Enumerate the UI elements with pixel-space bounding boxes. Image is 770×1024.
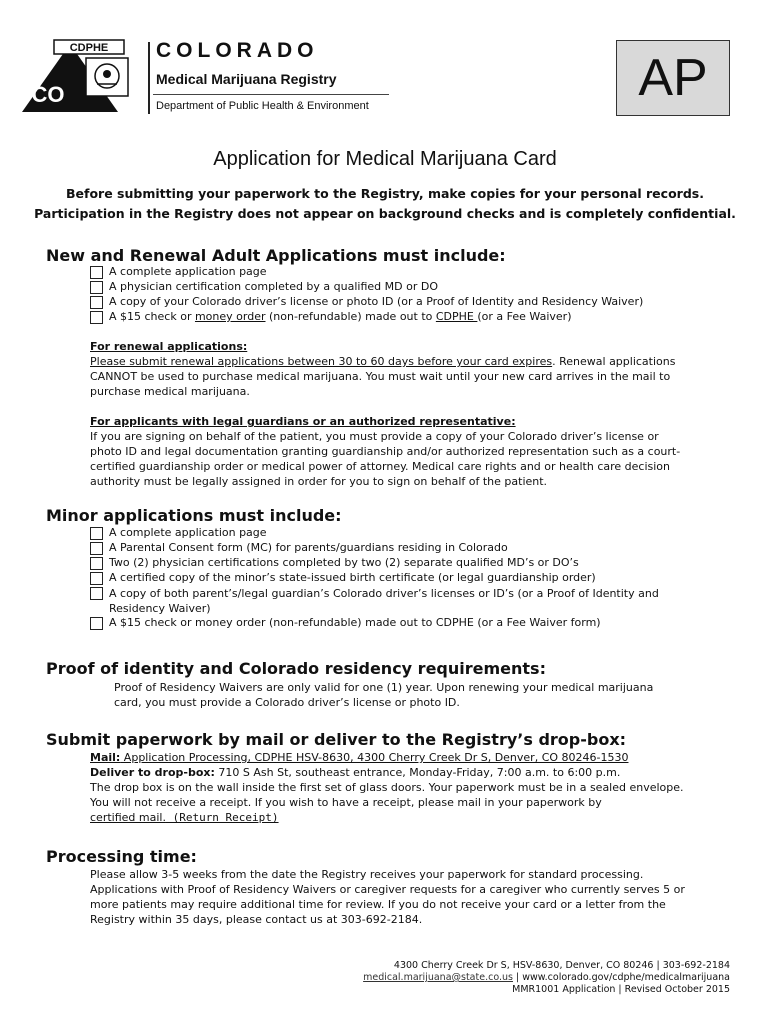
program-name: Medical Marijuana Registry [156, 71, 337, 87]
intro-line-1: Before submitting your paperwork to the Registry, make copies for your personal records. [66, 186, 704, 201]
minor-item: A complete application page [90, 526, 267, 540]
logo-abbrev: CDPHE [69, 42, 109, 54]
residency-heading: Proof of identity and Colorado residency requirements: [46, 659, 546, 678]
footer-contact: medical.marijuana@state.co.us | www.colorado.gov/cdphe/medicalmarijuana [363, 972, 730, 983]
form-code-box [616, 40, 730, 116]
minor-item: A certified copy of the minor’s state-issued birth certificate (or legal guardianship order) [90, 571, 596, 585]
department-name: Department of Public Health & Environment [156, 100, 369, 112]
adult-heading: New and Renewal Adult Applications must include: [46, 246, 506, 265]
email-link[interactable]: medical.marijuana@state.co.us [363, 972, 513, 983]
adult-item: A physician certification completed by a qualified MD or DO [90, 280, 438, 294]
dropbox-line: Deliver to drop-box: 710 S Ash St, southeast entrance, Monday-Friday, 7:00 a.m. to 6:00 p.m. [90, 766, 621, 779]
minor-heading: Minor applications must include: [46, 506, 342, 525]
renewal-heading: For renewal applications: [90, 340, 248, 353]
minor-item: A Parental Consent form (MC) for parents/guardians residing in Colorado [90, 541, 508, 555]
checkbox[interactable] [90, 266, 103, 279]
minor-item: A $15 check or money order (non-refundable) made out to CDPHE (or a Fee Waiver form) [90, 616, 601, 630]
residency-text: Proof of Residency Waivers are only valid for one (1) year. Upon renewing your medical marijuana card, you must provide a Colorado driver’s license or photo ID. [114, 681, 654, 709]
checkbox[interactable] [90, 527, 103, 540]
guardian-text: If you are signing on behalf of the patient, you must provide a copy of your Colorado driver’s license or photo ID and legal documentation granting guardianship and/or authorized representation such as a court-certified guardianship order or medical power of attorney. Medical care rights and or health care decision authority must be legally assigned in order for you to sign on behalf of the patient. [90, 430, 681, 488]
footer-revision: MMR1001 Application | Revised October 2015 [512, 984, 730, 995]
adult-item: A $15 check or money order (non-refundable) made out to CDPHE (or a Fee Waiver) [90, 310, 572, 324]
guardian-heading: For applicants with legal guardians or an authorized representative: [90, 415, 516, 428]
form-code: AP [638, 49, 708, 107]
checkbox[interactable] [90, 557, 103, 570]
checkbox[interactable] [90, 572, 103, 585]
checkbox[interactable] [90, 542, 103, 555]
state-name: COLORADO [156, 39, 319, 62]
logo-state: CO [31, 82, 65, 107]
adult-item: A copy of your Colorado driver’s license or photo ID (or a Proof of Identity and Residency Waiver) [90, 295, 643, 309]
intro-line-2: Participation in the Registry does not appear on background checks and is completely confidential. [34, 206, 736, 221]
processing-text: Please allow 3-5 weeks from the date the Registry receives your paperwork for standard processing. Applications with Proof of Residency Waivers or caregiver requests for a caregiver who currently serves 5 or more patients may require additional time for review. If you do not receive your card or a letter from the Registry within 35 days, please contact us at 303-692-2184. [90, 868, 685, 926]
checkbox[interactable] [90, 296, 103, 309]
cdphe-logo [18, 38, 140, 118]
checkbox[interactable] [90, 587, 103, 600]
dropbox-note: The drop box is on the wall inside the first set of glass doors. Your paperwork must be in a sealed envelope. You will not receive a receipt. If you wish to have a receipt, please mail in your paperwork by certified mail. (Return Receipt) [90, 781, 684, 824]
checkbox[interactable] [90, 617, 103, 630]
header-divider [148, 42, 150, 114]
program-rule [153, 94, 389, 95]
page-title: Application for Medical Marijuana Card [213, 148, 557, 170]
footer-address: 4300 Cherry Creek Dr S, HSV-8630, Denver, CO 80246 | 303-692-2184 [393, 960, 730, 971]
minor-item: Two (2) physician certifications completed by two (2) separate qualified MD’s or DO’s [90, 556, 579, 570]
processing-heading: Processing time: [46, 847, 197, 866]
mail-line: Mail: Application Processing, CDPHE HSV-8630, 4300 Cherry Creek Dr S, Denver, CO 80246-1530 [90, 751, 629, 764]
checkbox[interactable] [90, 311, 103, 324]
adult-item: A complete application page [90, 265, 267, 279]
submit-heading: Submit paperwork by mail or deliver to the Registry’s drop-box: [46, 730, 627, 749]
minor-item: A copy of both parent’s/legal guardian’s Colorado driver’s licenses or ID’s (or a Proof of Identity and Residency Waiver) [90, 586, 690, 616]
checkbox[interactable] [90, 281, 103, 294]
renewal-text: Please submit renewal applications between 30 to 60 days before your card expires. Renewal applications CANNOT be used to purchase medical marijuana. You must wait until your new card arrives in the mail to purchase medical marijuana. [90, 355, 676, 398]
